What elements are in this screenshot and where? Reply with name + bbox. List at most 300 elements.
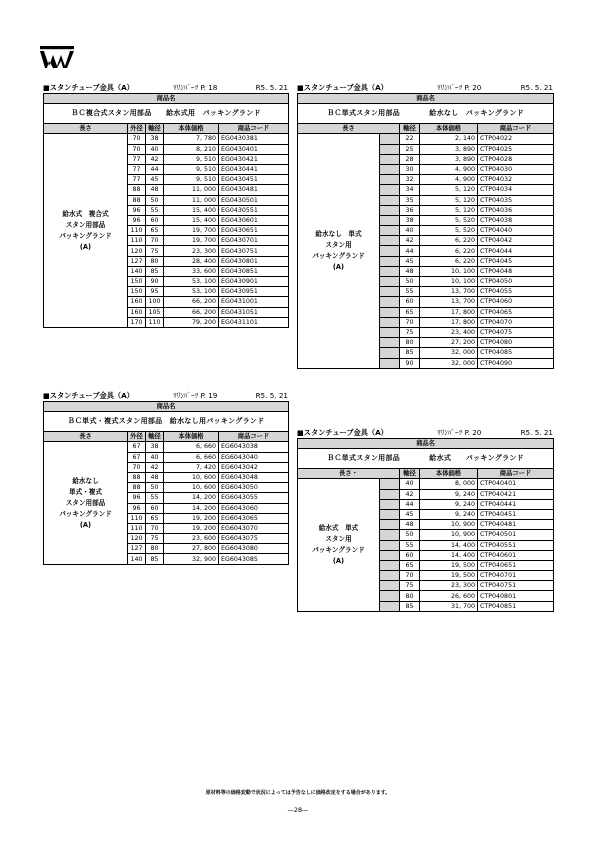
revision-date: R5. 5. 21 [255, 83, 288, 92]
product-code-cell: EG0431001 [219, 297, 289, 307]
product-code-cell: EG6043080 [219, 544, 289, 554]
price-cell: 6, 220 [420, 246, 478, 256]
price-cell: 13, 700 [420, 297, 478, 307]
blank-outer-diameter-cell [380, 256, 400, 266]
category-label-line: 給水なし [72, 476, 99, 485]
price-cell: 5, 120 [420, 185, 478, 195]
product-code-cell: EG0430601 [219, 215, 289, 225]
blank-outer-diameter-cell [380, 236, 400, 246]
shaft-diameter-cell: 32 [400, 175, 420, 185]
price-cell: 10, 600 [164, 483, 219, 493]
shaft-diameter-cell: 55 [400, 540, 420, 550]
shaft-diameter-cell: 50 [400, 530, 420, 540]
product-code-cell: CTP04035 [478, 195, 554, 205]
price-cell: 3, 890 [420, 154, 478, 164]
product-code-cell: EG0430651 [219, 226, 289, 236]
shaft-diameter-cell: 85 [400, 601, 420, 611]
section-header [297, 428, 553, 438]
price-cell: 5, 520 [420, 226, 478, 236]
outer-diameter-cell: 110 [128, 236, 146, 246]
price-cell: 7, 420 [164, 462, 219, 472]
column-header-row [298, 469, 554, 479]
shaft-diameter-cell: 85 [400, 348, 420, 358]
shaft-diameter-cell: 75 [400, 327, 420, 337]
product-code-cell: CTP040551 [478, 540, 554, 550]
product-code-cell: EG6043042 [219, 462, 289, 472]
column-header-row [44, 432, 289, 442]
price-cell: 27, 800 [164, 544, 219, 554]
shaft-diameter-cell: 80 [400, 591, 420, 601]
product-code-cell: EG0430501 [219, 195, 289, 205]
table-section-3 [297, 83, 553, 369]
blank-outer-diameter-cell [380, 348, 400, 358]
product-name-header: 商品名 [44, 94, 289, 104]
blank-outer-diameter-cell [380, 195, 400, 205]
price-cell: 10, 900 [420, 530, 478, 540]
table-row [44, 442, 289, 452]
shaft-diameter-cell: 28 [400, 154, 420, 164]
blank-outer-diameter-cell [380, 601, 400, 611]
product-category-label [298, 134, 380, 368]
blank-outer-diameter-cell [380, 134, 400, 144]
product-code-cell: CTP04032 [478, 175, 554, 185]
shaft-diameter-cell: 42 [146, 154, 164, 164]
product-code-cell: CTP04044 [478, 246, 554, 256]
blank-outer-diameter-cell [380, 226, 400, 236]
blank-outer-diameter-cell [380, 175, 400, 185]
category-label-line: 単式・複式 [69, 487, 102, 496]
category-label-line: 給水なし 単式 [315, 230, 362, 239]
product-name-header-row [44, 94, 289, 104]
product-title-row [44, 412, 289, 432]
shaft-diameter-cell: 40 [146, 452, 164, 462]
shaft-diameter-cell: 45 [400, 509, 420, 519]
shaft-diameter-cell: 42 [400, 489, 420, 499]
product-code-cell: EG0430551 [219, 205, 289, 215]
shaft-diameter-cell: 38 [400, 215, 420, 225]
price-cell: 10, 600 [164, 472, 219, 482]
product-code-cell: EG6043085 [219, 554, 289, 564]
price-table [297, 438, 554, 612]
price-cell: 6, 660 [164, 452, 219, 462]
product-code-cell: EG6043065 [219, 513, 289, 523]
column-header-shaft-diameter: 軸径 [146, 124, 164, 134]
shaft-diameter-cell: 40 [400, 226, 420, 236]
outer-diameter-cell: 77 [128, 154, 146, 164]
column-header-price: 本体価格 [420, 469, 478, 479]
price-cell: 19, 700 [164, 236, 219, 246]
product-code-cell: EG6043050 [219, 483, 289, 493]
blank-outer-diameter-cell [380, 154, 400, 164]
product-code-cell: EG0430451 [219, 175, 289, 185]
price-cell: 27, 200 [420, 338, 478, 348]
shaft-diameter-cell: 65 [146, 226, 164, 236]
shaft-diameter-cell: 70 [400, 571, 420, 581]
price-table [43, 93, 289, 328]
product-code-cell: CTP04038 [478, 215, 554, 225]
outer-diameter-cell: 77 [128, 164, 146, 174]
product-title: ＢＣ複合式スタン用部品 給水式用 パッキングランド [44, 104, 289, 124]
product-code-cell: EG0430481 [219, 185, 289, 195]
price-cell: 66, 200 [164, 307, 219, 317]
product-code-cell: CTP040801 [478, 591, 554, 601]
page-number: —28— [287, 806, 309, 814]
product-code-cell: EG0430901 [219, 277, 289, 287]
outer-diameter-cell: 110 [128, 513, 146, 523]
product-code-cell: CTP040451 [478, 509, 554, 519]
price-table [297, 93, 554, 369]
shaft-diameter-cell: 85 [146, 554, 164, 564]
product-code-cell: CTP04034 [478, 185, 554, 195]
product-code-cell: EG0431051 [219, 307, 289, 317]
product-category-label [44, 442, 128, 564]
product-code-cell: CTP040701 [478, 571, 554, 581]
page-reference: ﾏﾘﾝﾊﾟｰﾂ P. 20 [437, 428, 482, 437]
outer-diameter-cell: 150 [128, 287, 146, 297]
shaft-diameter-cell: 65 [146, 513, 164, 523]
price-cell: 19, 700 [164, 226, 219, 236]
shaft-diameter-cell: 42 [400, 236, 420, 246]
outer-diameter-cell: 88 [128, 195, 146, 205]
category-label-line: (A) [79, 242, 92, 251]
price-cell: 79, 200 [164, 317, 219, 327]
shaft-diameter-cell: 80 [400, 338, 420, 348]
shaft-diameter-cell: 60 [400, 550, 420, 560]
price-cell: 19, 200 [164, 523, 219, 533]
blank-outer-diameter-cell [380, 277, 400, 287]
outer-diameter-cell: 120 [128, 534, 146, 544]
shaft-diameter-cell: 42 [146, 462, 164, 472]
section-heading: ■スタンチューブ金具（A） [297, 83, 388, 92]
category-label-line: パッキングランド [59, 509, 112, 518]
outer-diameter-cell: 170 [128, 317, 146, 327]
blank-outer-diameter-cell [380, 581, 400, 591]
shaft-diameter-cell: 48 [146, 472, 164, 482]
section-heading: ■スタンチューブ金具（A） [43, 83, 134, 92]
price-cell: 19, 500 [420, 560, 478, 570]
shaft-diameter-cell: 80 [146, 544, 164, 554]
column-header-product-code: 商品コード [219, 432, 289, 442]
price-cell: 3, 890 [420, 144, 478, 154]
product-code-cell: EG6043055 [219, 493, 289, 503]
product-code-cell: CTP04080 [478, 338, 554, 348]
revision-date: R5. 5. 21 [520, 428, 553, 437]
price-cell: 9, 510 [164, 154, 219, 164]
page-reference: ﾏﾘﾝﾊﾟｰﾂ P. 20 [437, 83, 482, 92]
shaft-diameter-cell: 65 [400, 307, 420, 317]
product-code-cell: CTP04048 [478, 266, 554, 276]
revision-date: R5. 5. 21 [520, 83, 553, 92]
blank-outer-diameter-cell [380, 287, 400, 297]
shaft-diameter-cell: 44 [400, 246, 420, 256]
outer-diameter-cell: 96 [128, 215, 146, 225]
blank-outer-diameter-cell [380, 509, 400, 519]
product-code-cell: CTP04028 [478, 154, 554, 164]
price-cell: 9, 510 [164, 164, 219, 174]
price-cell: 14, 400 [420, 550, 478, 560]
price-cell: 11, 000 [164, 195, 219, 205]
price-cell: 31, 700 [420, 601, 478, 611]
product-name-header: 商品名 [298, 94, 554, 104]
category-label-line: 給水式 単式 [318, 524, 359, 533]
outer-diameter-cell: 140 [128, 554, 146, 564]
page-reference: ﾏﾘﾝﾊﾟｰﾂ P. 19 [173, 391, 218, 400]
column-header-outer-diameter: 外径 [128, 124, 146, 134]
shaft-diameter-cell: 65 [400, 560, 420, 570]
category-label-line: (A) [79, 520, 92, 529]
product-code-cell: EG0430851 [219, 266, 289, 276]
blank-outer-diameter-cell [380, 266, 400, 276]
category-label-line: スタン用部品 [65, 220, 106, 229]
category-label-line: (A) [332, 263, 345, 272]
shaft-diameter-cell: 50 [146, 483, 164, 493]
outer-diameter-cell: 127 [128, 544, 146, 554]
price-cell: 53, 100 [164, 287, 219, 297]
shaft-diameter-cell: 35 [400, 195, 420, 205]
price-cell: 17, 800 [420, 307, 478, 317]
price-cell: 23, 400 [420, 327, 478, 337]
table-section-1 [43, 83, 288, 328]
shaft-diameter-cell: 30 [400, 164, 420, 174]
category-label-line: パッキングランド [312, 252, 365, 261]
product-code-cell: CTP04085 [478, 348, 554, 358]
blank-outer-diameter-cell [380, 530, 400, 540]
product-code-cell: CTP040651 [478, 560, 554, 570]
product-code-cell: EG0430381 [219, 134, 289, 144]
table-section-2 [43, 391, 288, 565]
product-code-cell: CTP040441 [478, 499, 554, 509]
outer-diameter-cell: 120 [128, 246, 146, 256]
product-category-label [298, 479, 380, 611]
shaft-diameter-cell: 75 [146, 534, 164, 544]
shaft-diameter-cell: 105 [146, 307, 164, 317]
shaft-diameter-cell: 90 [400, 358, 420, 368]
shaft-diameter-cell: 80 [146, 256, 164, 266]
product-code-cell: EG0430701 [219, 236, 289, 246]
product-code-cell: CTP040421 [478, 489, 554, 499]
product-code-cell: CTP040501 [478, 530, 554, 540]
shaft-diameter-cell: 40 [146, 144, 164, 154]
shaft-diameter-cell: 55 [146, 205, 164, 215]
blank-outer-diameter-cell [380, 499, 400, 509]
shaft-diameter-cell: 60 [400, 297, 420, 307]
price-cell: 19, 200 [164, 513, 219, 523]
shaft-diameter-cell: 22 [400, 134, 420, 144]
column-header-row [44, 124, 289, 134]
outer-diameter-cell: 70 [128, 134, 146, 144]
category-label-line: スタン用 [325, 241, 352, 250]
shaft-diameter-cell: 44 [146, 164, 164, 174]
outer-diameter-cell: 70 [128, 144, 146, 154]
shaft-diameter-cell: 70 [400, 317, 420, 327]
blank-outer-diameter-cell [380, 358, 400, 368]
product-code-cell: CTP040601 [478, 550, 554, 560]
product-name-header: 商品名 [44, 402, 289, 412]
blank-outer-diameter-cell [380, 327, 400, 337]
product-code-cell: CTP04042 [478, 236, 554, 246]
outer-diameter-cell: 88 [128, 472, 146, 482]
shaft-diameter-cell: 85 [146, 266, 164, 276]
blank-outer-diameter-cell [380, 317, 400, 327]
price-cell: 5, 520 [420, 215, 478, 225]
section-header [297, 83, 553, 93]
shaft-diameter-cell: 70 [146, 523, 164, 533]
price-cell: 8, 000 [420, 479, 478, 489]
shaft-diameter-cell: 50 [146, 195, 164, 205]
page-reference: ﾏﾘﾝﾊﾟｰﾂ P. 18 [173, 83, 218, 92]
price-cell: 17, 800 [420, 317, 478, 327]
price-cell: 9, 240 [420, 509, 478, 519]
product-code-cell: CTP04060 [478, 297, 554, 307]
price-cell: 28, 400 [164, 256, 219, 266]
price-cell: 11, 000 [164, 185, 219, 195]
shaft-diameter-cell: 60 [146, 503, 164, 513]
category-label-line: スタン用 [325, 535, 352, 544]
outer-diameter-cell: 96 [128, 503, 146, 513]
price-cell: 13, 700 [420, 287, 478, 297]
product-code-cell: CTP04050 [478, 277, 554, 287]
product-code-cell: CTP040751 [478, 581, 554, 591]
price-cell: 10, 100 [420, 266, 478, 276]
category-label-line: パッキングランド [312, 546, 365, 555]
price-cell: 4, 900 [420, 164, 478, 174]
shaft-diameter-cell: 100 [146, 297, 164, 307]
product-code-cell: CTP04030 [478, 164, 554, 174]
price-cell: 32, 000 [420, 358, 478, 368]
column-header-price: 本体価格 [420, 124, 478, 134]
price-cell: 14, 200 [164, 493, 219, 503]
blank-outer-diameter-cell [380, 144, 400, 154]
column-header-outer-diameter: 外径 [128, 432, 146, 442]
shaft-diameter-cell: 45 [400, 256, 420, 266]
outer-diameter-cell: 70 [128, 462, 146, 472]
blank-outer-diameter-cell [380, 246, 400, 256]
outer-diameter-cell: 127 [128, 256, 146, 266]
product-code-cell: EG6043075 [219, 534, 289, 544]
outer-diameter-cell: 160 [128, 307, 146, 317]
price-cell: 9, 510 [164, 175, 219, 185]
blank-outer-diameter-cell [380, 540, 400, 550]
outer-diameter-cell: 67 [128, 442, 146, 452]
outer-diameter-cell: 110 [128, 523, 146, 533]
outer-diameter-cell: 67 [128, 452, 146, 462]
shaft-diameter-cell: 38 [146, 442, 164, 452]
table-row [298, 134, 554, 144]
outer-diameter-cell: 140 [128, 266, 146, 276]
section-heading: ■スタンチューブ金具（A） [43, 391, 134, 400]
blank-outer-diameter-cell [380, 164, 400, 174]
column-header-shaft-diameter: 軸径 [400, 469, 420, 479]
shaft-diameter-cell: 36 [400, 205, 420, 215]
product-code-cell: CTP04022 [478, 134, 554, 144]
product-code-cell: EG0430801 [219, 256, 289, 266]
column-header-shaft-diameter: 軸径 [400, 124, 420, 134]
shaft-diameter-cell: 48 [146, 185, 164, 195]
column-header-length: 長さ [298, 124, 400, 134]
price-cell: 26, 600 [420, 591, 478, 601]
price-cell: 32, 900 [164, 554, 219, 564]
shaft-diameter-cell: 48 [400, 520, 420, 530]
product-code-cell: CTP04065 [478, 307, 554, 317]
shaft-diameter-cell: 34 [400, 185, 420, 195]
product-code-cell: CTP04075 [478, 327, 554, 337]
price-cell: 15, 400 [164, 215, 219, 225]
price-cell: 6, 660 [164, 442, 219, 452]
product-code-cell: EG0431101 [219, 317, 289, 327]
category-label-line: (A) [332, 557, 345, 566]
price-cell: 6, 220 [420, 256, 478, 266]
price-cell: 53, 100 [164, 277, 219, 287]
price-cell: 15, 400 [164, 205, 219, 215]
product-code-cell: EG0430951 [219, 287, 289, 297]
revision-date: R5. 5. 21 [255, 391, 288, 400]
product-code-cell: EG0430401 [219, 144, 289, 154]
shaft-diameter-cell: 70 [146, 236, 164, 246]
blank-outer-diameter-cell [380, 297, 400, 307]
product-code-cell: EG6043038 [219, 442, 289, 452]
shaft-diameter-cell: 75 [400, 581, 420, 591]
shaft-diameter-cell: 44 [400, 499, 420, 509]
price-cell: 23, 300 [164, 246, 219, 256]
shaft-diameter-cell: 38 [146, 134, 164, 144]
price-cell: 23, 300 [420, 581, 478, 591]
outer-diameter-cell: 150 [128, 277, 146, 287]
shaft-diameter-cell: 55 [400, 287, 420, 297]
blank-outer-diameter-cell [380, 520, 400, 530]
blank-outer-diameter-cell [380, 205, 400, 215]
outer-diameter-cell: 77 [128, 175, 146, 185]
product-code-cell: CTP04055 [478, 287, 554, 297]
product-code-cell: CTP04036 [478, 205, 554, 215]
blank-outer-diameter-cell [380, 560, 400, 570]
price-change-footnote: 原材料等の価格変動で状況によっては予告なしに価格改定をする場合があります。 [205, 790, 391, 796]
outer-diameter-cell: 88 [128, 483, 146, 493]
product-name-header-row [44, 402, 289, 412]
price-cell: 10, 100 [420, 277, 478, 287]
category-label-line: パッキングランド [59, 231, 112, 240]
blank-outer-diameter-cell [380, 338, 400, 348]
product-name-header-row [298, 94, 554, 104]
column-header-price: 本体価格 [164, 124, 219, 134]
price-cell: 33, 600 [164, 266, 219, 276]
shaft-diameter-cell: 95 [146, 287, 164, 297]
category-label-line: 給水式 複合式 [62, 209, 109, 218]
company-logo-icon [40, 46, 74, 68]
price-cell: 5, 120 [420, 195, 478, 205]
blank-outer-diameter-cell [380, 215, 400, 225]
product-code-cell: CTP040851 [478, 601, 554, 611]
product-title: ＢＣ単式・複式スタン用部品 給水なし用パッキングランド [44, 412, 289, 432]
shaft-diameter-cell: 45 [146, 175, 164, 185]
column-header-product-code: 商品コード [478, 469, 554, 479]
price-cell: 23, 600 [164, 534, 219, 544]
blank-outer-diameter-cell [380, 571, 400, 581]
shaft-diameter-cell: 60 [146, 215, 164, 225]
price-cell: 10, 900 [420, 520, 478, 530]
column-header-length: 長さ・ [298, 469, 400, 479]
price-cell: 19, 500 [420, 571, 478, 581]
product-code-cell: CTP04025 [478, 144, 554, 154]
product-name-header: 商品名 [298, 439, 554, 449]
shaft-diameter-cell: 75 [146, 246, 164, 256]
shaft-diameter-cell: 50 [400, 277, 420, 287]
product-code-cell: CTP040401 [478, 479, 554, 489]
outer-diameter-cell: 88 [128, 185, 146, 195]
column-header-length: 長さ [44, 124, 128, 134]
outer-diameter-cell: 96 [128, 493, 146, 503]
price-table [43, 401, 289, 565]
product-code-cell: CTP04045 [478, 256, 554, 266]
